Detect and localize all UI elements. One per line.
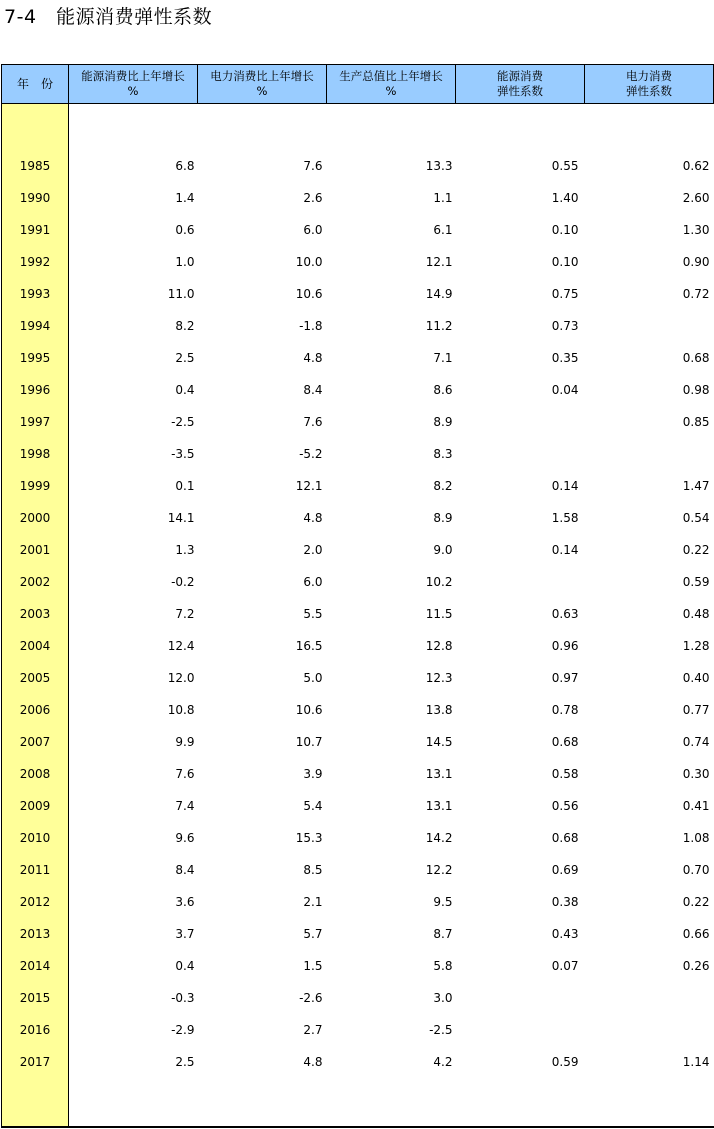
table-row — [2, 406, 714, 438]
power-elasticity-cell: 0.54 — [682, 511, 710, 525]
energy-growth-cell: 0.6 — [175, 223, 195, 237]
power-elasticity-cell: 0.66 — [682, 927, 710, 941]
col-header-energy-elasticity: 能源消费 弹性系数 — [456, 65, 585, 104]
col-header-year: 年 份 — [2, 65, 69, 104]
gdp-growth-cell: 5.8 — [433, 959, 453, 973]
table-row — [2, 662, 714, 694]
table-row — [2, 374, 714, 406]
table-row — [2, 214, 714, 246]
year-cell: 1993 — [2, 278, 69, 310]
table-row — [2, 630, 714, 662]
power-growth-cell: 7.6 — [303, 159, 323, 173]
table-row — [2, 982, 714, 1014]
energy-elasticity-cell: 0.55 — [551, 159, 579, 173]
power-growth-cell: 10.6 — [295, 287, 323, 301]
energy-growth-cell: 14.1 — [167, 511, 195, 525]
col-header-power-elasticity: 电力消费 弹性系数 — [585, 65, 714, 104]
power-growth-cell: 5.0 — [303, 671, 323, 685]
year-cell: 2010 — [2, 822, 69, 854]
power-elasticity-cell — [585, 438, 714, 470]
col-header-gdp-growth: 生产总值比上年增长 % — [327, 65, 456, 104]
energy-growth-cell: -2.9 — [171, 1023, 195, 1037]
year-cell: 2005 — [2, 662, 69, 694]
gdp-growth-cell: 3.0 — [433, 991, 453, 1005]
year-cell: 2011 — [2, 854, 69, 886]
year-cell: 1998 — [2, 438, 69, 470]
energy-growth-cell: 11.0 — [167, 287, 195, 301]
gdp-growth-cell: 13.1 — [425, 767, 453, 781]
gdp-growth-cell: 11.5 — [425, 607, 453, 621]
gdp-growth-cell: 8.3 — [433, 447, 453, 461]
power-elasticity-cell: 0.30 — [682, 767, 710, 781]
year-cell: 2002 — [2, 566, 69, 598]
year-cell: 2016 — [2, 1014, 69, 1046]
power-growth-cell: 6.0 — [303, 223, 323, 237]
energy-elasticity-cell: 0.96 — [551, 639, 579, 653]
year-cell: 2007 — [2, 726, 69, 758]
energy-elasticity-cell: 0.68 — [551, 831, 579, 845]
power-growth-cell: 4.8 — [303, 351, 323, 365]
power-elasticity-cell: 2.60 — [682, 191, 710, 205]
year-cell: 1985 — [2, 150, 69, 182]
power-growth-cell: 8.5 — [303, 863, 323, 877]
power-elasticity-cell: 0.26 — [682, 959, 710, 973]
power-elasticity-cell: 1.14 — [682, 1055, 710, 1069]
energy-elasticity-cell: 0.38 — [551, 895, 579, 909]
energy-growth-cell: 0.4 — [175, 959, 195, 973]
energy-elasticity-cell: 0.04 — [551, 383, 579, 397]
power-elasticity-cell: 0.59 — [682, 575, 710, 589]
energy-growth-cell: -3.5 — [171, 447, 195, 461]
col-header-power-growth: 电力消费比上年增长 % — [198, 65, 327, 104]
year-cell: 1992 — [2, 246, 69, 278]
energy-elasticity-cell: 0.63 — [551, 607, 579, 621]
gdp-growth-cell: 13.1 — [425, 799, 453, 813]
power-elasticity-cell: 0.98 — [682, 383, 710, 397]
energy-growth-cell: 7.2 — [175, 607, 195, 621]
table-row — [2, 470, 714, 502]
energy-elasticity-cell: 0.43 — [551, 927, 579, 941]
energy-elasticity-cell: 0.73 — [551, 319, 579, 333]
power-elasticity-cell: 0.41 — [682, 799, 710, 813]
gdp-growth-cell: 14.2 — [425, 831, 453, 845]
table-row — [2, 822, 714, 854]
table-row — [2, 854, 714, 886]
year-cell: 2001 — [2, 534, 69, 566]
power-elasticity-cell — [585, 310, 714, 342]
power-elasticity-cell: 1.47 — [682, 479, 710, 493]
table-row — [2, 438, 714, 470]
power-growth-cell: 16.5 — [295, 639, 323, 653]
table-row — [2, 790, 714, 822]
power-growth-cell: 5.5 — [303, 607, 323, 621]
energy-growth-cell: 9.9 — [175, 735, 195, 749]
energy-growth-cell: 2.5 — [175, 351, 195, 365]
year-cell: 1995 — [2, 342, 69, 374]
table-row — [2, 918, 714, 950]
power-elasticity-cell — [585, 982, 714, 1014]
gdp-growth-cell: 10.2 — [425, 575, 453, 589]
table-row — [2, 1046, 714, 1078]
power-elasticity-cell: 0.70 — [682, 863, 710, 877]
year-cell: 2004 — [2, 630, 69, 662]
power-growth-cell: 10.6 — [295, 703, 323, 717]
table-row — [2, 502, 714, 534]
gdp-growth-cell: 12.2 — [425, 863, 453, 877]
power-growth-cell: 2.7 — [303, 1023, 323, 1037]
energy-elasticity-cell: 0.97 — [551, 671, 579, 685]
power-growth-cell: 6.0 — [303, 575, 323, 589]
table-row — [2, 598, 714, 630]
gdp-growth-cell: 11.2 — [425, 319, 453, 333]
gdp-growth-cell: 13.8 — [425, 703, 453, 717]
power-elasticity-cell: 0.22 — [682, 895, 710, 909]
gdp-growth-cell: 1.1 — [433, 191, 453, 205]
power-growth-cell: -1.8 — [299, 319, 323, 333]
power-growth-cell: -2.6 — [299, 991, 323, 1005]
gdp-growth-cell: 8.6 — [433, 383, 453, 397]
energy-growth-cell: 0.4 — [175, 383, 195, 397]
year-cell: 2014 — [2, 950, 69, 982]
energy-elasticity-cell: 0.59 — [551, 1055, 579, 1069]
power-growth-cell: 10.7 — [295, 735, 323, 749]
power-growth-cell: 3.9 — [303, 767, 323, 781]
energy-elasticity-cell: 0.10 — [551, 223, 579, 237]
energy-elasticity-cell: 0.68 — [551, 735, 579, 749]
year-cell: 2015 — [2, 982, 69, 1014]
power-growth-cell: 15.3 — [295, 831, 323, 845]
power-growth-cell: 7.6 — [303, 415, 323, 429]
energy-growth-cell: 8.2 — [175, 319, 195, 333]
year-cell: 2012 — [2, 886, 69, 918]
gdp-growth-cell: 9.0 — [433, 543, 453, 557]
table-row — [2, 694, 714, 726]
year-cell: 2000 — [2, 502, 69, 534]
energy-elasticity-cell: 0.56 — [551, 799, 579, 813]
gdp-growth-cell: 9.5 — [433, 895, 453, 909]
spacer-row — [2, 104, 714, 151]
gdp-growth-cell: 8.7 — [433, 927, 453, 941]
energy-growth-cell: -0.3 — [171, 991, 195, 1005]
gdp-growth-cell: 14.9 — [425, 287, 453, 301]
table-row — [2, 310, 714, 342]
energy-growth-cell: 2.5 — [175, 1055, 195, 1069]
page-title: 7-4 能源消费弹性系数 — [4, 6, 213, 28]
power-elasticity-cell: 0.22 — [682, 543, 710, 557]
energy-growth-cell: 3.6 — [175, 895, 195, 909]
col-header-energy-growth: 能源消费比上年增长 % — [69, 65, 198, 104]
year-cell: 1996 — [2, 374, 69, 406]
elasticity-table — [1, 64, 714, 1128]
power-growth-cell: 2.1 — [303, 895, 323, 909]
power-elasticity-cell: 0.72 — [682, 287, 710, 301]
energy-growth-cell: 12.0 — [167, 671, 195, 685]
power-growth-cell: 2.0 — [303, 543, 323, 557]
energy-growth-cell: 1.3 — [175, 543, 195, 557]
energy-elasticity-cell: 1.58 — [551, 511, 579, 525]
power-elasticity-cell: 0.90 — [682, 255, 710, 269]
gdp-growth-cell: 12.8 — [425, 639, 453, 653]
power-growth-cell: 12.1 — [295, 479, 323, 493]
power-elasticity-cell: 0.74 — [682, 735, 710, 749]
energy-elasticity-cell: 0.78 — [551, 703, 579, 717]
table-row — [2, 182, 714, 214]
year-cell: 2008 — [2, 758, 69, 790]
energy-growth-cell: 1.0 — [175, 255, 195, 269]
power-growth-cell: 8.4 — [303, 383, 323, 397]
gdp-growth-cell: 7.1 — [433, 351, 453, 365]
power-elasticity-cell: 0.77 — [682, 703, 710, 717]
year-cell: 2006 — [2, 694, 69, 726]
gdp-growth-cell: -2.5 — [429, 1023, 453, 1037]
year-cell: 2003 — [2, 598, 69, 630]
energy-growth-cell: 0.1 — [175, 479, 195, 493]
year-cell: 1997 — [2, 406, 69, 438]
energy-elasticity-cell: 0.75 — [551, 287, 579, 301]
table-row — [2, 1014, 714, 1046]
table-row — [2, 150, 714, 182]
table-row — [2, 534, 714, 566]
energy-elasticity-cell: 0.14 — [551, 543, 579, 557]
power-elasticity-cell: 0.48 — [682, 607, 710, 621]
year-cell: 2009 — [2, 790, 69, 822]
table-row — [2, 246, 714, 278]
power-elasticity-cell — [585, 1014, 714, 1046]
power-growth-cell: 10.0 — [295, 255, 323, 269]
gdp-growth-cell: 8.9 — [433, 415, 453, 429]
energy-growth-cell: 7.6 — [175, 767, 195, 781]
year-cell: 1991 — [2, 214, 69, 246]
table-row — [2, 278, 714, 310]
power-elasticity-cell: 0.85 — [682, 415, 710, 429]
power-elasticity-cell: 0.68 — [682, 351, 710, 365]
gdp-growth-cell: 4.2 — [433, 1055, 453, 1069]
power-elasticity-cell: 0.40 — [682, 671, 710, 685]
power-growth-cell: 5.4 — [303, 799, 323, 813]
table-row — [2, 758, 714, 790]
energy-elasticity-cell: 0.58 — [551, 767, 579, 781]
spacer-row — [2, 1078, 714, 1127]
table-row — [2, 342, 714, 374]
gdp-growth-cell: 12.1 — [425, 255, 453, 269]
energy-growth-cell: 7.4 — [175, 799, 195, 813]
energy-elasticity-cell: 0.07 — [551, 959, 579, 973]
energy-growth-cell: 8.4 — [175, 863, 195, 877]
energy-growth-cell: 6.8 — [175, 159, 195, 173]
year-cell: 2013 — [2, 918, 69, 950]
header-row — [2, 65, 714, 104]
energy-elasticity-cell — [456, 406, 585, 438]
energy-elasticity-cell — [456, 438, 585, 470]
year-cell: 2017 — [2, 1046, 69, 1078]
power-elasticity-cell: 0.62 — [682, 159, 710, 173]
energy-growth-cell: -0.2 — [171, 575, 195, 589]
energy-growth-cell: 9.6 — [175, 831, 195, 845]
gdp-growth-cell: 14.5 — [425, 735, 453, 749]
energy-elasticity-cell — [456, 566, 585, 598]
energy-elasticity-cell — [456, 1014, 585, 1046]
table-row — [2, 726, 714, 758]
energy-growth-cell: -2.5 — [171, 415, 195, 429]
energy-growth-cell: 12.4 — [167, 639, 195, 653]
gdp-growth-cell: 8.9 — [433, 511, 453, 525]
energy-elasticity-cell — [456, 982, 585, 1014]
energy-growth-cell: 10.8 — [167, 703, 195, 717]
energy-elasticity-cell: 0.14 — [551, 479, 579, 493]
power-growth-cell: 4.8 — [303, 1055, 323, 1069]
energy-elasticity-cell: 1.40 — [551, 191, 579, 205]
table-row — [2, 886, 714, 918]
energy-growth-cell: 1.4 — [175, 191, 195, 205]
power-growth-cell: 1.5 — [303, 959, 323, 973]
power-growth-cell: -5.2 — [299, 447, 323, 461]
gdp-growth-cell: 12.3 — [425, 671, 453, 685]
power-elasticity-cell: 1.30 — [682, 223, 710, 237]
power-elasticity-cell: 1.28 — [682, 639, 710, 653]
table-row — [2, 566, 714, 598]
table-body — [2, 104, 714, 1128]
power-growth-cell: 5.7 — [303, 927, 323, 941]
gdp-growth-cell: 13.3 — [425, 159, 453, 173]
year-cell: 1990 — [2, 182, 69, 214]
year-cell: 1994 — [2, 310, 69, 342]
energy-elasticity-cell: 0.10 — [551, 255, 579, 269]
power-growth-cell: 4.8 — [303, 511, 323, 525]
energy-growth-cell: 3.7 — [175, 927, 195, 941]
gdp-growth-cell: 8.2 — [433, 479, 453, 493]
energy-elasticity-cell: 0.35 — [551, 351, 579, 365]
power-elasticity-cell: 1.08 — [682, 831, 710, 845]
year-cell: 1999 — [2, 470, 69, 502]
table-row — [2, 950, 714, 982]
gdp-growth-cell: 6.1 — [433, 223, 453, 237]
power-growth-cell: 2.6 — [303, 191, 323, 205]
energy-elasticity-cell: 0.69 — [551, 863, 579, 877]
